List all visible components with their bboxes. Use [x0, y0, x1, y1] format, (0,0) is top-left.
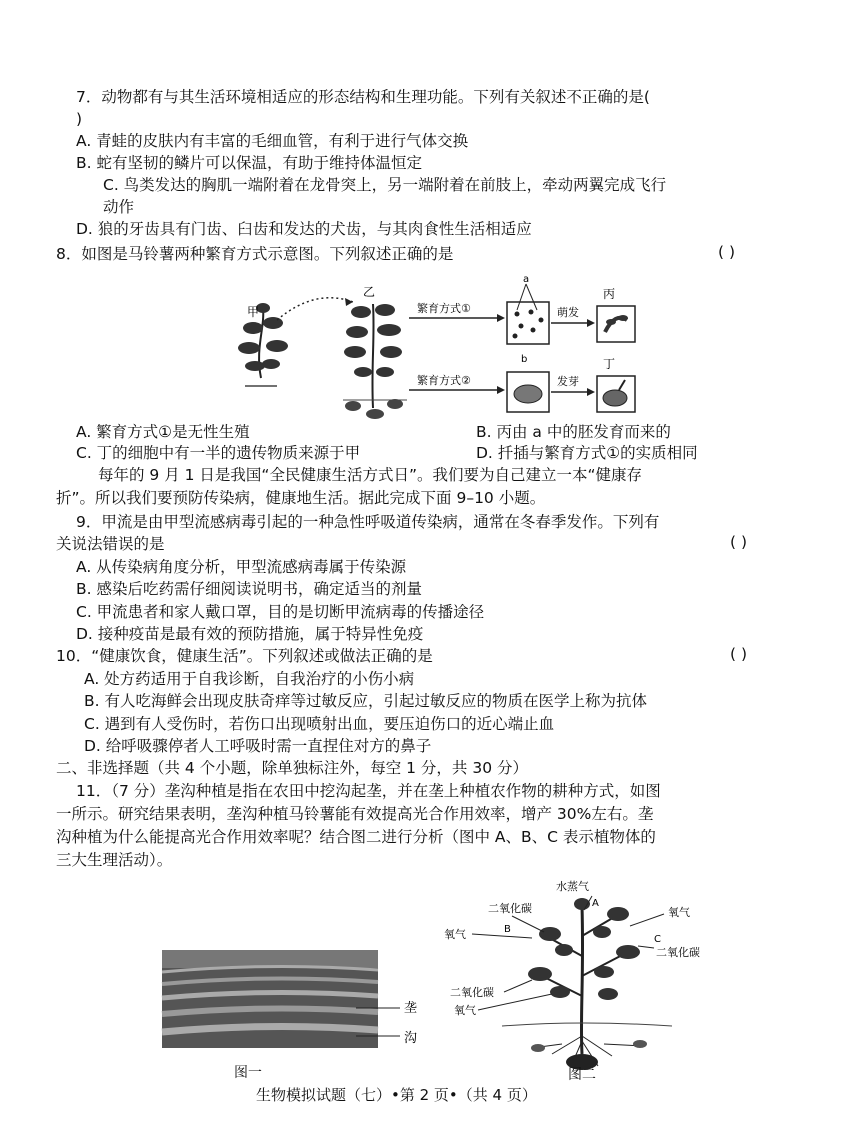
- label-mengfa: 萌发: [557, 306, 579, 319]
- intro-line2: 折”。所以我们要预防传染病，健康地生活。据此完成下面 9–10 小题。: [56, 489, 546, 507]
- seedling-box: [597, 306, 635, 342]
- label-method1: 繁育方式①: [417, 302, 471, 315]
- label-faya: 发芽: [557, 375, 579, 388]
- q7-option-c-line1: C. 鸟类发达的胸肌一端附着在龙骨突上，另一端附着在前肢上，牵动两翼完成飞行: [103, 176, 667, 194]
- q7-option-a: A. 青蛙的皮肤内有丰富的毛细血管，有利于进行气体交换: [76, 132, 469, 150]
- q9-option-a: A. 从传染病角度分析，甲型流感病毒属于传染源: [76, 558, 407, 576]
- label-co2-top: 二氧化碳: [488, 902, 532, 915]
- figure-one: [160, 948, 430, 1070]
- q7-option-c-line2: 动作: [103, 198, 135, 216]
- q8-option-d: D. 扦插与繁育方式①的实质相同: [476, 444, 698, 462]
- q7-option-b: B. 蛇有坚韧的鳞片可以保温，有助于维持体温恒定: [76, 154, 422, 172]
- q9-answer-paren: ( ): [730, 533, 748, 551]
- q8-option-b: B. 丙由 a 中的胚发育而来的: [476, 423, 671, 441]
- q11-line1: 11．（7 分）垄沟种植是指在农田中挖沟起垄，并在垄上种植农作物的耕种方式，如图: [76, 782, 661, 800]
- label-o2-left: 氧气: [444, 928, 466, 941]
- label-B: B: [504, 924, 511, 935]
- label-gou: 沟: [404, 1031, 418, 1046]
- q9-stem-line2: 关说法错误的是: [56, 535, 165, 553]
- q9-option-c: C. 甲流患者和家人戴口罩，目的是切断甲流病毒的传播途径: [76, 603, 485, 621]
- q7-option-d: D. 狼的牙齿具有门齿、臼齿和发达的犬齿，与其肉食性生活相适应: [76, 220, 532, 238]
- q10-answer-paren: ( ): [730, 645, 748, 663]
- figure-two-caption: 图二: [568, 1067, 596, 1083]
- label-long: 垄: [404, 1001, 418, 1016]
- q10-option-a: A. 处方药适用于自我诊断，自我治疗的小伤小病: [84, 670, 415, 688]
- q10-option-c: C. 遇到有人受伤时，若伤口出现喷射出血，要压迫伤口的近心端止血: [84, 715, 555, 733]
- q11-line2: 一所示。研究结果表明，垄沟种植马铃薯能有效提高光合作用效率，增产 30%左右。垄: [56, 805, 654, 823]
- label-water-vapor: 水蒸气: [556, 880, 589, 893]
- q9-stem-line1: 9．甲流是由甲型流感病毒引起的一种急性呼吸道传染病，通常在冬春季发作。下列有: [76, 513, 660, 531]
- plant-yi-icon: [343, 304, 407, 419]
- label-ding: 丁: [603, 357, 616, 371]
- label-co2-right: 二氧化碳: [656, 946, 700, 959]
- q10-stem: 10．“健康饮食，健康生活”。下列叙述或做法正确的是: [56, 647, 433, 665]
- q7-stem-end: ): [76, 110, 83, 128]
- label-b: b: [521, 354, 528, 365]
- plant-jia-icon: [238, 303, 288, 386]
- q9-option-b: B. 感染后吃药需仔细阅读说明书，确定适当的剂量: [76, 580, 422, 598]
- label-method2: 繁育方式②: [417, 374, 471, 387]
- q8-option-c: C. 丁的细胞中有一半的遗传物质来源于甲: [76, 444, 361, 462]
- q10-option-b: B. 有人吃海鲜会出现皮肤奇痒等过敏反应，引起过敏反应的物质在医学上称为抗体: [84, 692, 647, 710]
- q8-stem: 8．如图是马铃薯两种繁育方式示意图。下列叙述正确的是: [56, 245, 454, 263]
- label-a: a: [523, 274, 530, 285]
- figure-two: [432, 876, 732, 1076]
- q10-option-d: D. 给呼吸骤停者人工呼吸时需一直捏住对方的鼻子: [84, 737, 432, 755]
- q8-answer-paren: ( ): [718, 243, 736, 261]
- intro-line1: 每年的 9 月 1 日是我国“全民健康生活方式日”。我们要为自己建立一本“健康存: [98, 466, 643, 484]
- label-jia: 甲: [247, 305, 260, 319]
- label-C: C: [654, 934, 661, 945]
- label-yi: 乙: [363, 285, 376, 299]
- label-A: A: [592, 898, 599, 909]
- label-bing: 丙: [603, 287, 616, 301]
- label-o2-right: 氧气: [668, 906, 690, 919]
- q9-option-d: D. 接种疫苗是最有效的预防措施，属于特异性免疫: [76, 625, 424, 643]
- q8-figure: [225, 268, 665, 426]
- section-two-heading: 二、非选择题（共 4 个小题，除单独标注外，每空 1 分，共 30 分）: [56, 759, 529, 777]
- figure-one-caption: 图一: [234, 1065, 262, 1081]
- page-footer: 生物模拟试题（七）•第 2 页•（共 4 页）: [256, 1086, 537, 1104]
- label-o2-bottom: 氧气: [454, 1004, 476, 1017]
- label-co2-left: 二氧化碳: [450, 986, 494, 999]
- q11-line4: 三大生理活动）。: [56, 851, 173, 869]
- q8-option-a: A. 繁育方式①是无性生殖: [76, 423, 250, 441]
- q7-stem: 7．动物都有与其生活环境相适应的形态结构和生理功能。下列有关叙述不正确的是(: [76, 88, 650, 106]
- q11-line3: 沟种植为什么能提高光合作用效率呢？结合图二进行分析（图中 A、B、C 表示植物体的: [56, 828, 656, 846]
